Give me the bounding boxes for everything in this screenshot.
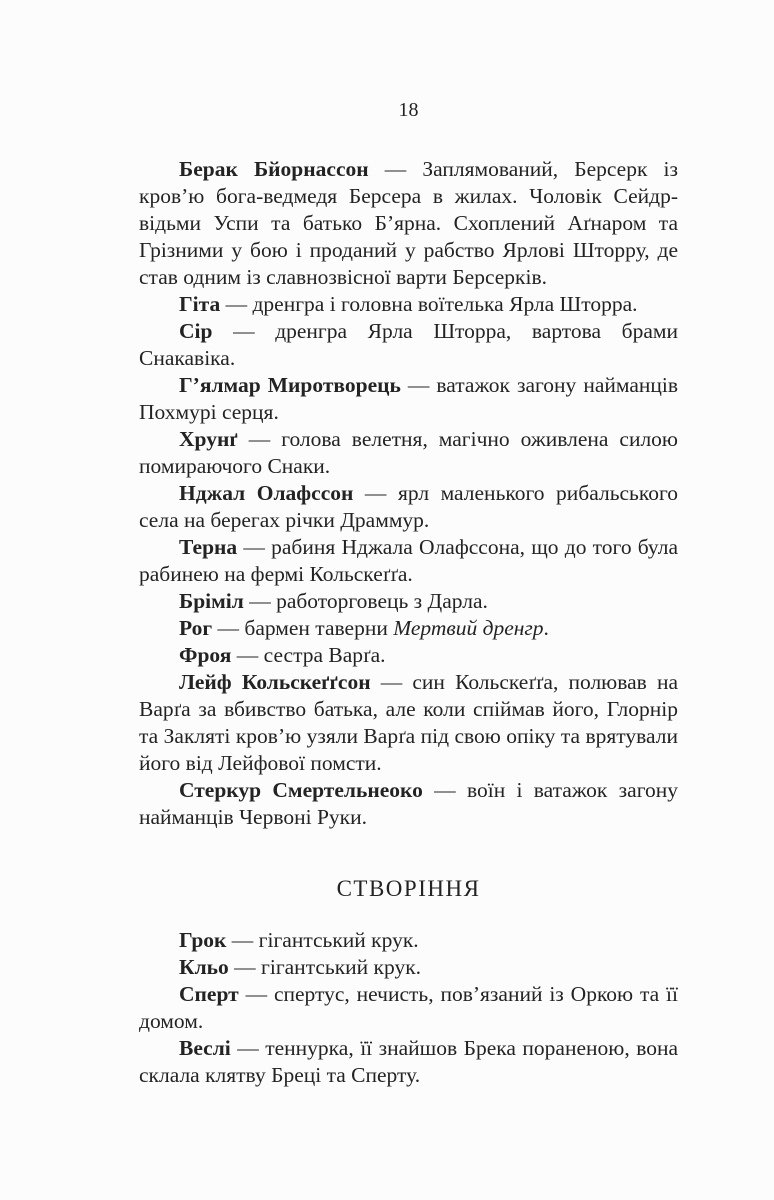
glossary-entry: Сперт — спертус, нечисть, пов’язаний із Оркою та її домом. — [139, 982, 678, 1033]
entry-description: спертус, нечисть, пов’язаний із Оркою та її домом. — [139, 982, 678, 1033]
entry-name: Кльо — [179, 955, 229, 979]
entry-description: дренгра і головна воїтелька Ярла Шторра. — [252, 292, 638, 316]
entry-name: Фроя — [179, 643, 232, 667]
entry-description: воїн і ватажок загону найманців Червоні Руки. — [139, 778, 678, 829]
section-heading: СТВОРІННЯ — [336, 876, 481, 901]
entry-description: дренгра Ярла Шторра, вартова брами Снакавіка. — [139, 319, 679, 370]
entry-name: Сір — [179, 319, 213, 343]
glossary-entry: Веслі — теннурка, її знайшов Брека пораненою, вона склала клятву Бреці та Сперту. — [139, 1036, 678, 1087]
entry-name: Нджал Олафссон — [179, 481, 354, 505]
entry-name: Терна — [179, 535, 238, 559]
entry-name: Рог — [179, 616, 213, 640]
entry-name: Грок — [179, 928, 227, 952]
entry-description: син Кольскеґґа, полював на Варґа за вбивство батька, але коли спіймав його, Глорнір та Закляті кров’ю узяли Варґа під свою опіку та врятували його від Лейфової помсти. — [139, 670, 678, 775]
entry-name: Бріміл — [179, 589, 244, 613]
entry-description: гігантський крук. — [261, 955, 422, 979]
entry-description: бармен таверни Мертвий дренгр. — [244, 616, 549, 640]
entry-name: Гіта — [179, 292, 221, 316]
glossary-entry: Г’ялмар Миротворець — ватажок загону найманців Похмурі серця. — [139, 373, 679, 424]
glossary-entry: Хрунґ — голова велетня, магічно оживлена силою помираючого Снаки. — [139, 427, 678, 478]
entry-name: Веслі — [179, 1036, 231, 1060]
entry-name: Берак Бйорнассон — [179, 157, 369, 181]
entry-description: голова велетня, магічно оживлена силою помираючого Снаки. — [139, 427, 678, 478]
page-number: 18 — [398, 99, 419, 121]
entry-name: Г’ялмар Миротворець — [179, 373, 401, 397]
glossary-entry: Нджал Олафссон — ярл маленького рибальського села на берегах річки Драммур. — [139, 481, 678, 532]
entry-name: Лейф Кольскеґґсон — [179, 670, 371, 694]
glossary-entry: Терна — рабиня Нджала Олафссона, що до того була рабинею на фермі Кольскеґґа. — [139, 535, 679, 586]
entry-description: сестра Варґа. — [263, 643, 386, 667]
glossary-entry: Кльо — гігантський крук. — [179, 955, 422, 979]
entry-description: гігантський крук. — [258, 928, 419, 952]
entry-description: ярл маленького рибальського села на берегах річки Драммур. — [139, 481, 678, 532]
glossary-entry: Фроя — сестра Варґа. — [179, 643, 386, 667]
glossary-content — [139, 156, 678, 1089]
entry-description: рабиня Нджала Олафссона, що до того була рабинею на фермі Кольскеґґа. — [139, 535, 679, 586]
glossary-entry: Сір — дренгра Ярла Шторра, вартова брами Снакавіка. — [139, 319, 679, 370]
glossary-entry: Лейф Кольскеґґсон — син Кольскеґґа, полював на Варґа за вбивство батька, але коли спіймав його, Глорнір та Закляті кров’ю узяли Варґа під свою опіку та врятували його від Лейфової помсти. — [139, 670, 678, 775]
entry-description-italic: Мертвий дренгр — [393, 616, 544, 640]
entry-name: Сперт — [179, 982, 239, 1006]
glossary-entry: Рог — бармен таверни Мертвий дренгр. — [179, 616, 549, 640]
entry-description: работорговець з Дарла. — [276, 589, 488, 613]
entry-name: Стеркур Смертельнеоко — [179, 778, 423, 802]
entry-name: Хрунґ — [179, 427, 238, 451]
glossary-entry: Гіта — дренгра і головна воїтелька Ярла Шторра. — [179, 292, 638, 316]
entry-description: теннурка, її знайшов Брека пораненою, вона склала клятву Бреці та Сперту. — [139, 1036, 678, 1087]
entry-description: Заплямований, Берсерк із кров’ю бога-ведмедя Берсера в жилах. Чоловік Сейдр-відьми Успи та батько Б’ярна. Схоплений Аґнаром та Грізними у бою і проданий у рабство Ярлові Шторру, де став одним із славнозвісної варти Берсерків. — [139, 157, 678, 289]
glossary-entry: Стеркур Смертельнеоко — воїн і ватажок загону найманців Червоні Руки. — [139, 778, 678, 829]
glossary-entry: Бріміл — работорговець з Дарла. — [179, 589, 488, 613]
glossary-entry: Грок — гігантський крук. — [179, 928, 419, 952]
entry-description: ватажок загону найманців Похмурі серця. — [139, 373, 679, 424]
glossary-entry: Берак Бйорнассон — Заплямований, Берсерк із кров’ю бога-ведмедя Берсера в жилах. Чоловік Сейдр-відьми Успи та батько Б’ярна. Схоплений Аґнаром та Грізними у бою і проданий у рабство Ярлові Шторру, де став одним із славнозвісної варти Берсерків. — [139, 157, 678, 289]
